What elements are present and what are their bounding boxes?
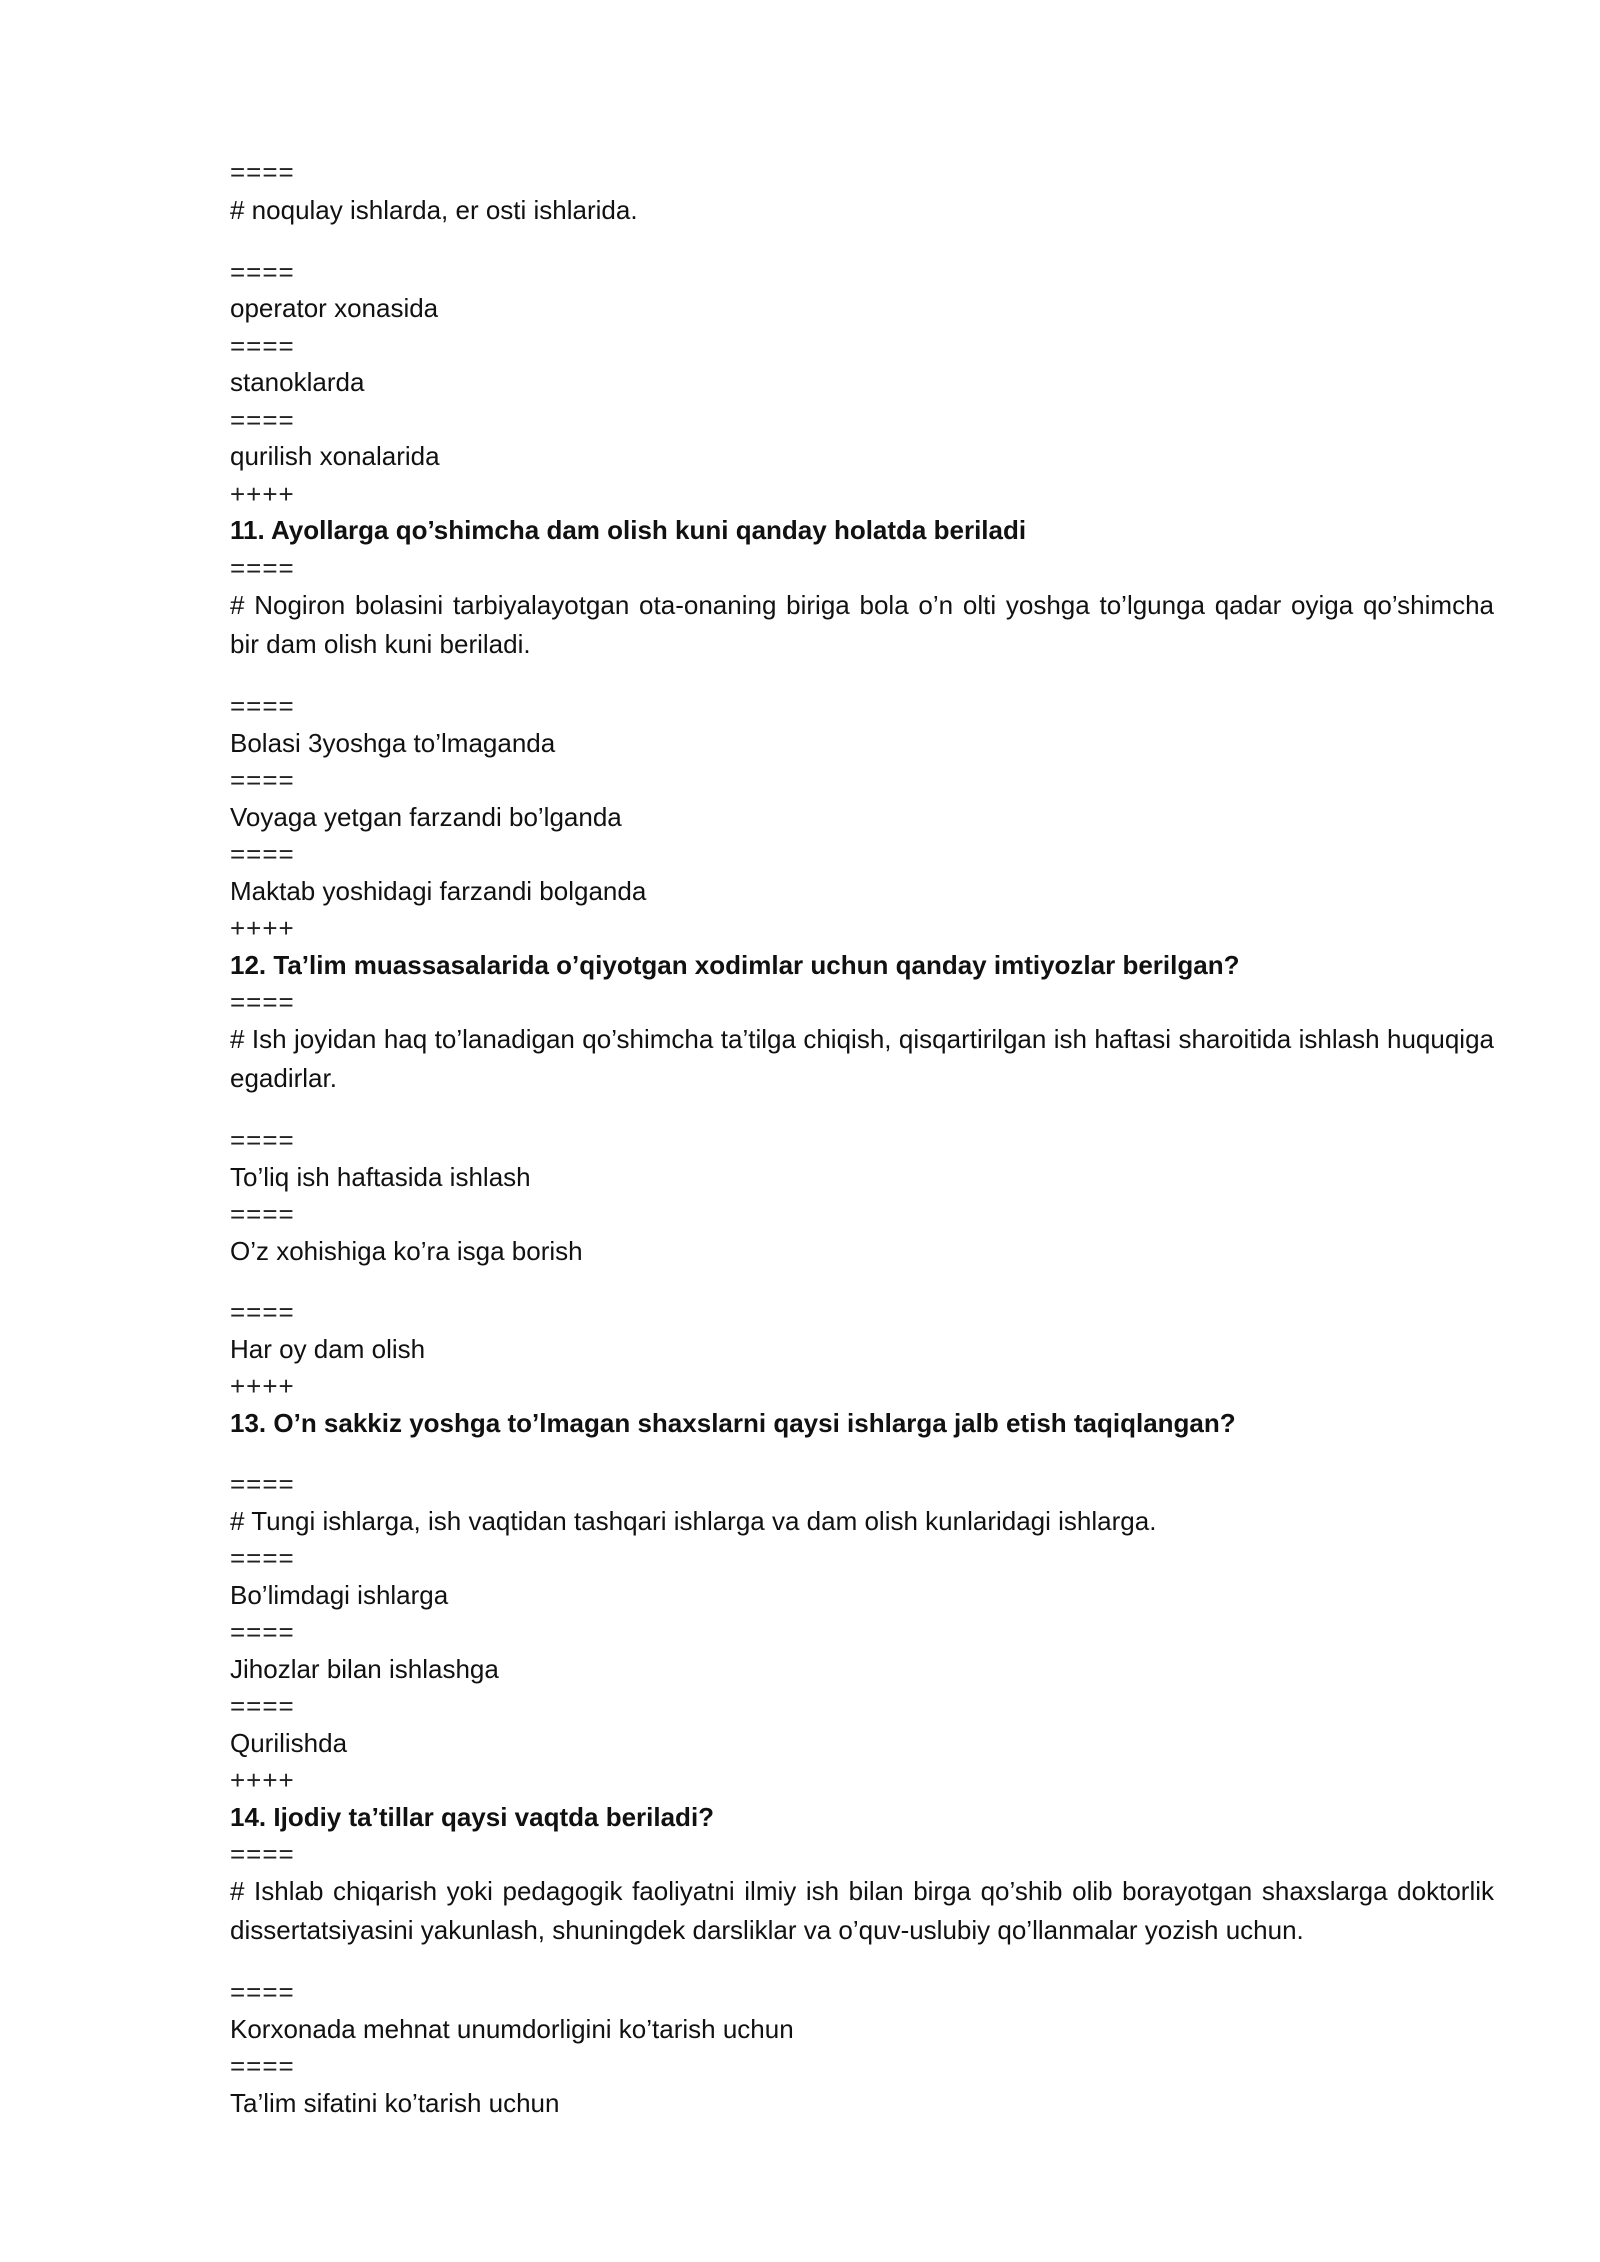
answer-line: qurilish xonalarida bbox=[230, 441, 440, 471]
separator-line: ==== bbox=[230, 1199, 295, 1229]
separator-line: ==== bbox=[230, 2051, 295, 2081]
separator-line: ==== bbox=[230, 331, 295, 361]
answer-line: Qurilishda bbox=[230, 1728, 348, 1758]
answer-line: Bolasi 3yoshga to’lmaganda bbox=[230, 728, 556, 758]
answer-line: Maktab yoshidagi farzandi bolganda bbox=[230, 876, 647, 906]
separator-line: ++++ bbox=[230, 913, 295, 943]
separator-line: ==== bbox=[230, 691, 295, 721]
separator-line: ==== bbox=[230, 765, 295, 795]
separator-line: ++++ bbox=[230, 1371, 295, 1401]
separator-line: ==== bbox=[230, 1617, 295, 1647]
answer-line: # Tungi ishlarga, ish vaqtidan tashqari ishlarga va dam olish kunlaridagi ishlarga. bbox=[230, 1506, 1157, 1536]
separator-line: ==== bbox=[230, 405, 295, 435]
answer-line: O’z xohishiga ko’ra isga borish bbox=[230, 1236, 583, 1266]
separator-line: ==== bbox=[230, 257, 295, 287]
separator-line: ==== bbox=[230, 1297, 295, 1327]
question-heading: 13. O’n sakkiz yoshga to’lmagan shaxslarni qaysi ishlarga jalb etish taqiqlangan? bbox=[230, 1408, 1236, 1438]
question-heading: 14. Ijodiy ta’tillar qaysi vaqtda beriladi? bbox=[230, 1802, 715, 1832]
answer-line: Voyaga yetgan farzandi bo’lganda bbox=[230, 802, 622, 832]
answer-paragraph: # Nogiron bolasini tarbiyalayotgan ota-onaning biriga bola o’n olti yoshga to’lgunga qadar oyiga qo’shimcha bir dam olish kuni beriladi. bbox=[230, 590, 1494, 659]
answer-line: To’liq ish haftasida ishlash bbox=[230, 1162, 531, 1192]
separator-line: ++++ bbox=[230, 1765, 295, 1795]
answer-line: Korxonada mehnat unumdorligini ko’tarish uchun bbox=[230, 2014, 794, 2044]
answer-line: Jihozlar bilan ishlashga bbox=[230, 1654, 499, 1684]
question-heading: 11. Ayollarga qo’shimcha dam olish kuni qanday holatda beriladi bbox=[230, 515, 1027, 545]
question-heading: 12. Ta’lim muassasalarida o’qiyotgan xodimlar uchun qanday imtiyozlar berilgan? bbox=[230, 950, 1240, 980]
separator-line: ==== bbox=[230, 1839, 295, 1869]
separator-line: ++++ bbox=[230, 479, 295, 509]
answer-paragraph: # Ishlab chiqarish yoki pedagogik faoliyatni ilmiy ish bilan birga qo’shib olib borayotgan shaxslarga doktorlik dissertatsiyasini yakunlash, shuningdek darsliklar va o’quv-uslubiy qo’llanmalar yozish uchun. bbox=[230, 1876, 1494, 1945]
separator-line: ==== bbox=[230, 987, 295, 1017]
answer-line: operator xonasida bbox=[230, 293, 439, 323]
separator-line: ==== bbox=[230, 1691, 295, 1721]
separator-line: ==== bbox=[230, 1977, 295, 2007]
answer-line: Har oy dam olish bbox=[230, 1334, 426, 1364]
separator-line: ==== bbox=[230, 839, 295, 869]
separator-line: ==== bbox=[230, 1125, 295, 1155]
separator-line: ==== bbox=[230, 553, 295, 583]
answer-paragraph: # Ish joyidan haq to’lanadigan qo’shimcha ta’tilga chiqish, qisqartirilgan ish haftasi sharoitida ishlash huquqiga egadirlar. bbox=[230, 1024, 1494, 1093]
separator-line: ==== bbox=[230, 1543, 295, 1573]
answer-line: stanoklarda bbox=[230, 367, 365, 397]
answer-line: Bo’limdagi ishlarga bbox=[230, 1580, 449, 1610]
answer-line: Ta’lim sifatini ko’tarish uchun bbox=[230, 2088, 560, 2118]
answer-line: # noqulay ishlarda, er osti ishlarida. bbox=[230, 195, 638, 225]
separator-line: ==== bbox=[230, 1469, 295, 1499]
separator-line: ==== bbox=[230, 157, 295, 187]
